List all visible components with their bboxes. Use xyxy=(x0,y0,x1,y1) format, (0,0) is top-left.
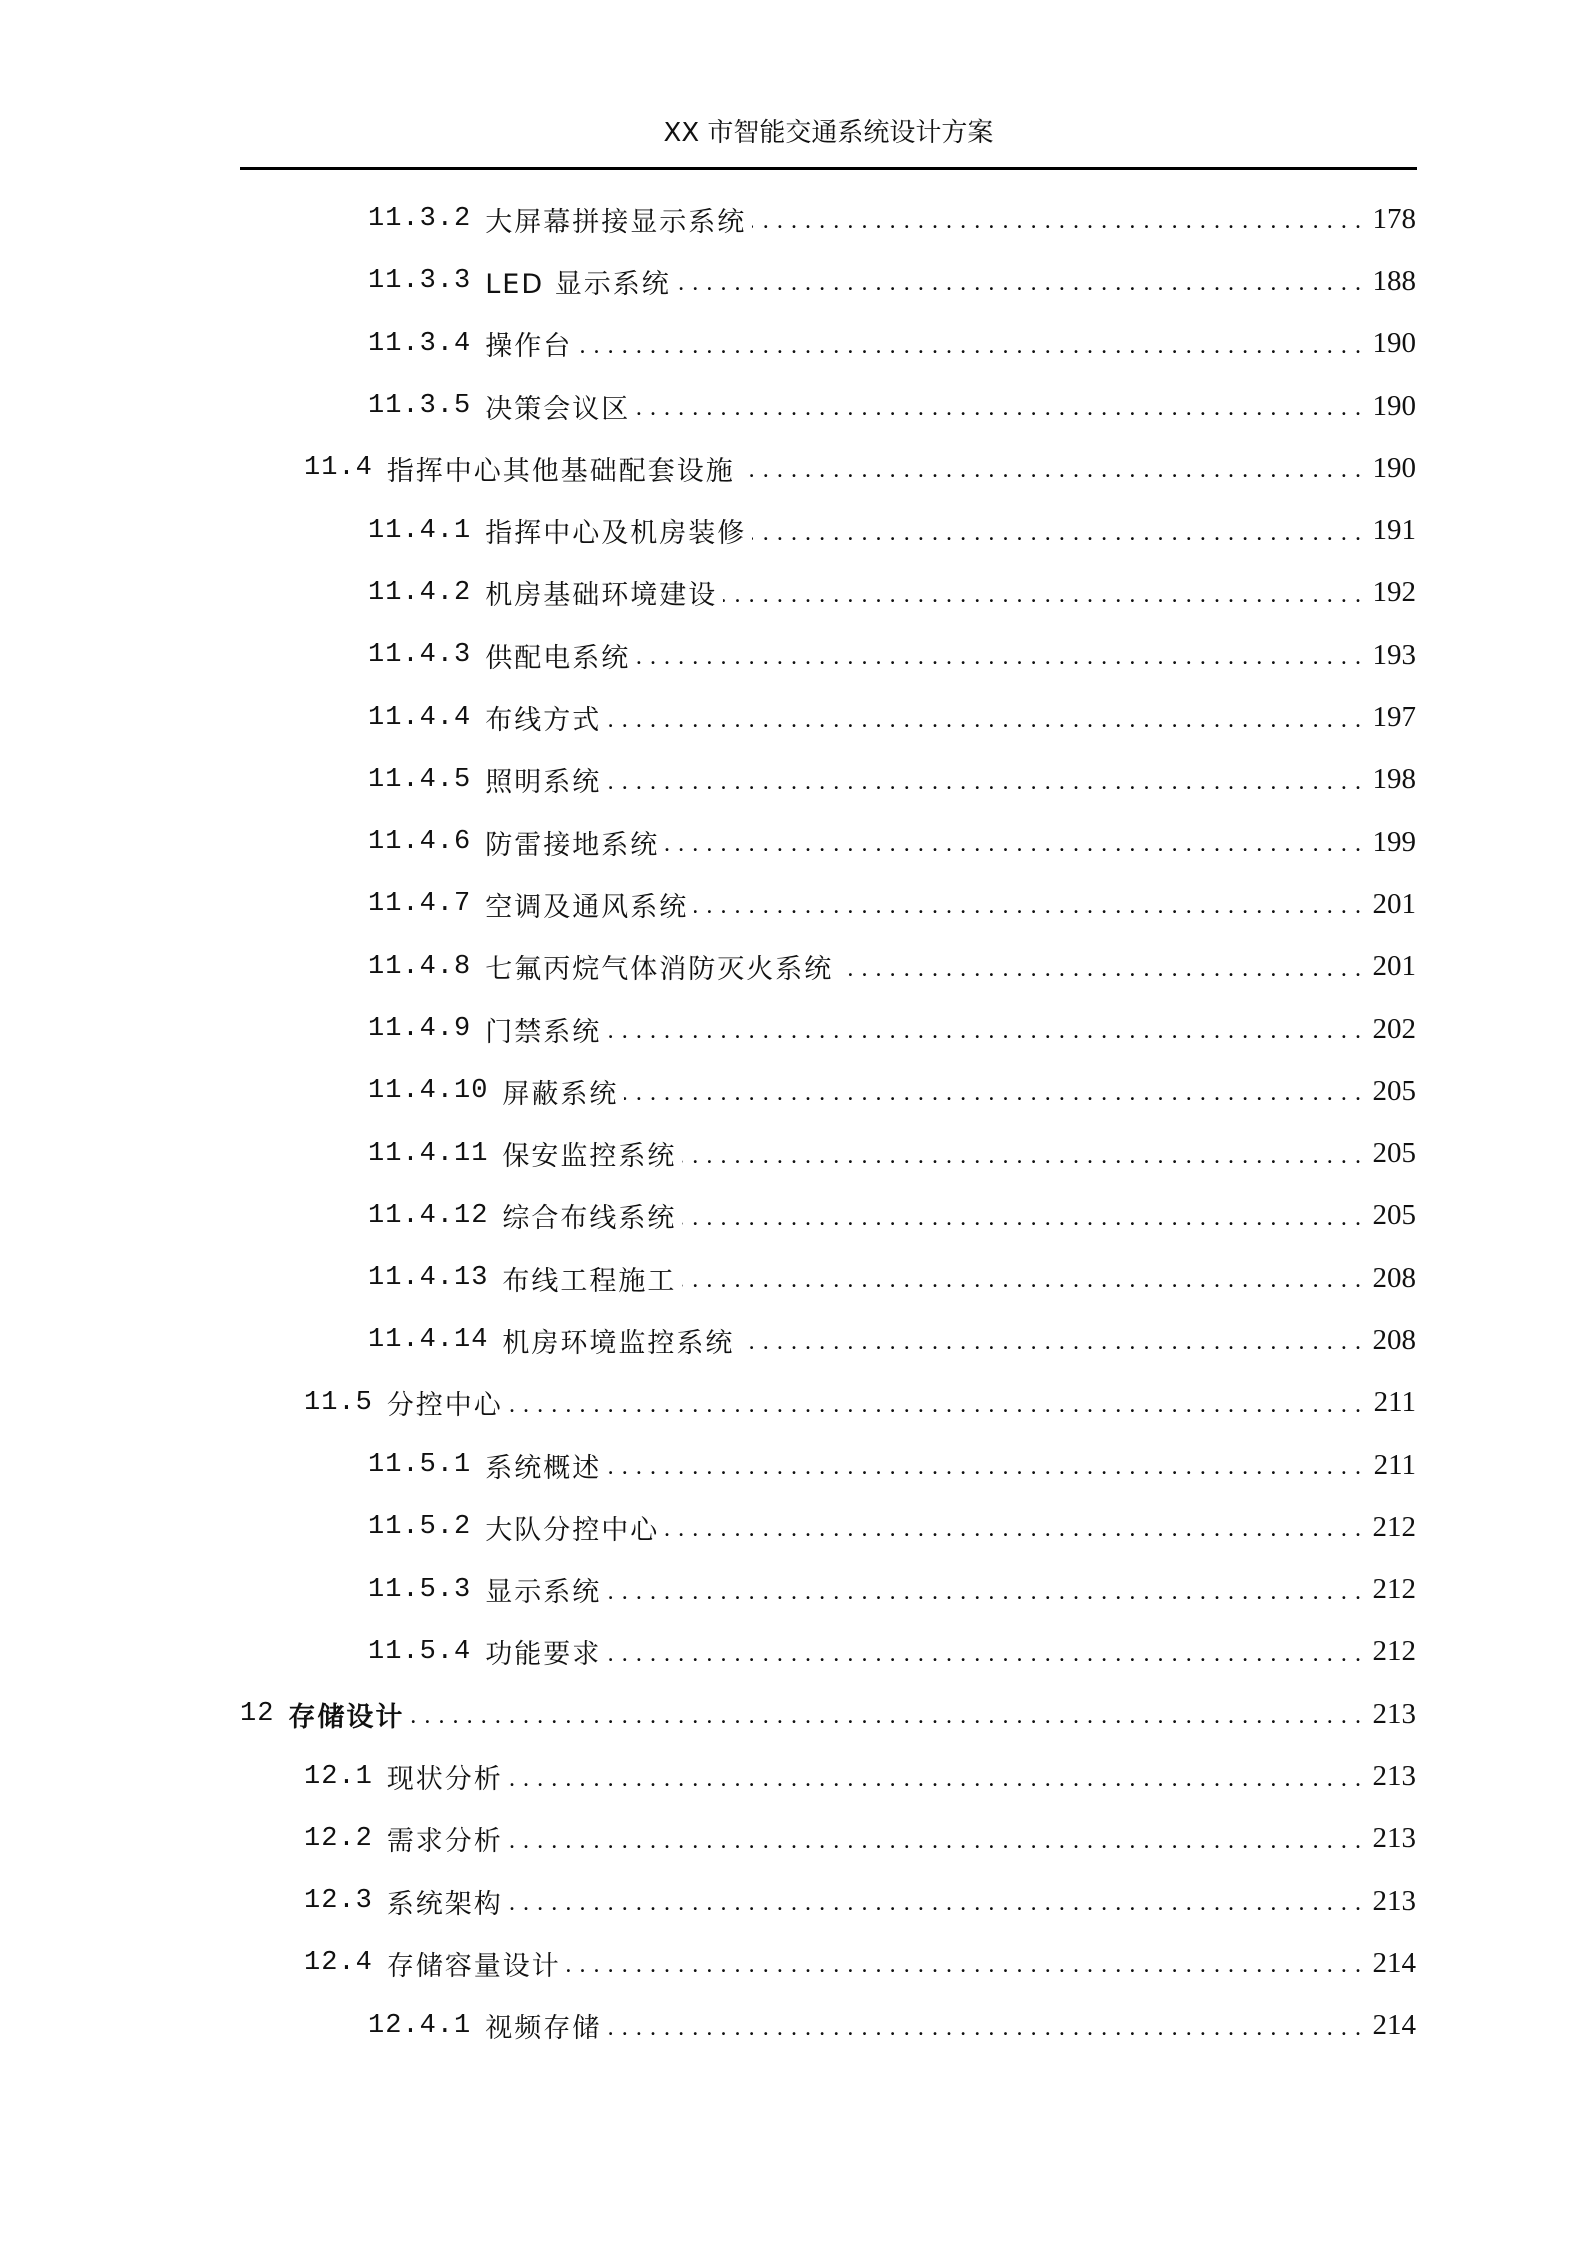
toc-entry-page: 214 xyxy=(1372,2009,1416,2042)
toc-entry-page: 208 xyxy=(1372,1323,1416,1356)
toc-entry-page: 190 xyxy=(1372,327,1416,360)
dot-leader xyxy=(410,1702,1362,1730)
toc-entry-number: 11.4.14 xyxy=(368,1325,489,1356)
toc-entry-title: 视频存储 xyxy=(485,2013,602,2045)
dot-leader xyxy=(752,519,1362,547)
dot-leader xyxy=(741,456,1362,484)
toc-entry-page: 213 xyxy=(1372,1697,1416,1730)
dot-leader xyxy=(682,1142,1362,1170)
toc-entry[interactable] xyxy=(240,686,1416,748)
toc-entry-number: 11.4.12 xyxy=(368,1200,489,1231)
toc-entry-title: 综合布线系统 xyxy=(502,1203,677,1235)
toc-entry[interactable] xyxy=(240,811,1416,873)
toc-entry[interactable] xyxy=(240,313,1416,375)
toc-entry-number: 12.4 xyxy=(304,1948,373,1979)
toc-entry[interactable] xyxy=(240,1745,1416,1807)
toc-entry-title: 屏蔽系统 xyxy=(502,1078,619,1110)
toc-entry[interactable] xyxy=(240,437,1416,499)
toc-entry[interactable] xyxy=(240,250,1416,312)
dot-leader xyxy=(682,1266,1362,1294)
toc-entry[interactable] xyxy=(240,998,1416,1060)
toc-entry-number: 11.5.2 xyxy=(368,1512,472,1543)
toc-entry-title: 照明系统 xyxy=(485,767,602,799)
toc-entry-page: 201 xyxy=(1372,950,1416,983)
toc-entry-title: 防雷接地系统 xyxy=(485,829,660,861)
dot-leader xyxy=(578,332,1362,360)
toc-entry-number: 11.4.4 xyxy=(368,702,472,733)
toc-entry-number: 11.4.7 xyxy=(368,889,472,920)
toc-entry[interactable] xyxy=(240,1309,1416,1371)
toc-entry-page: 178 xyxy=(1372,202,1416,235)
toc-entry-number: 11.3.2 xyxy=(368,204,472,235)
toc-entry-title: 操作台 xyxy=(485,331,573,363)
toc-entry[interactable] xyxy=(240,188,1416,250)
toc-entry-page: 191 xyxy=(1372,514,1416,547)
toc-entry-title: 系统架构 xyxy=(386,1888,503,1920)
toc-entry[interactable] xyxy=(240,1496,1416,1558)
toc-entry-page: 213 xyxy=(1372,1760,1416,1793)
dot-leader xyxy=(509,1889,1362,1917)
dot-leader xyxy=(723,581,1362,609)
toc-entry-number: 12.4.1 xyxy=(368,2010,472,2041)
toc-entry-number: 12 xyxy=(240,1699,275,1730)
toc-entry-title: 空调及通风系统 xyxy=(485,891,689,923)
dot-leader xyxy=(677,269,1362,297)
toc-entry-page: 213 xyxy=(1372,1822,1416,1855)
toc-entry-page: 212 xyxy=(1372,1573,1416,1606)
toc-entry-title: 分控中心 xyxy=(386,1390,503,1422)
toc-entry-number: 11.5.3 xyxy=(368,1574,472,1605)
toc-entry-title: 机房环境监控系统 xyxy=(502,1327,735,1359)
dot-leader xyxy=(665,830,1362,858)
toc-entry-page: 192 xyxy=(1372,576,1416,609)
toc-entry-page: 214 xyxy=(1372,1946,1416,1979)
toc-entry-title: 需求分析 xyxy=(386,1826,503,1858)
toc-entry-title: 系统概述 xyxy=(485,1452,602,1484)
toc-entry-number: 11.4.5 xyxy=(368,764,472,795)
toc-entry-page: 205 xyxy=(1372,1074,1416,1107)
toc-entry[interactable] xyxy=(240,1185,1416,1247)
toc-entry-number: 12.3 xyxy=(304,1886,373,1917)
toc-entry-page: 208 xyxy=(1372,1261,1416,1294)
dot-leader xyxy=(607,2014,1362,2042)
toc-entry[interactable] xyxy=(240,375,1416,437)
toc-entry-page: 213 xyxy=(1372,1884,1416,1917)
toc-entry[interactable] xyxy=(240,1372,1416,1434)
dot-leader xyxy=(567,1951,1362,1979)
toc-entry[interactable] xyxy=(240,1870,1416,1932)
dot-leader xyxy=(636,394,1362,422)
dot-leader xyxy=(682,1204,1362,1232)
toc-entry[interactable] xyxy=(240,499,1416,561)
toc-entry[interactable] xyxy=(240,624,1416,686)
dot-leader xyxy=(509,1391,1362,1419)
toc-entry-number: 11.4.9 xyxy=(368,1014,472,1044)
toc-entry[interactable] xyxy=(240,1808,1416,1870)
dot-leader xyxy=(607,706,1362,734)
toc-entry-page: 188 xyxy=(1372,264,1416,297)
toc-entry-title: 布线方式 xyxy=(485,705,602,737)
toc-entry-page: 190 xyxy=(1372,451,1416,484)
toc-entry-title: 现状分析 xyxy=(386,1764,503,1796)
toc-entry-title: 决策会议区 xyxy=(485,393,631,425)
dot-leader xyxy=(636,643,1362,671)
toc-entry[interactable] xyxy=(240,1060,1416,1122)
table-of-contents xyxy=(240,188,1416,2057)
toc-entry[interactable] xyxy=(240,1683,1416,1745)
toc-entry[interactable] xyxy=(240,1559,1416,1621)
toc-entry[interactable] xyxy=(240,1247,1416,1309)
toc-entry[interactable] xyxy=(240,1434,1416,1496)
dot-leader xyxy=(509,1827,1362,1855)
toc-entry-number: 11.3.4 xyxy=(368,328,472,359)
toc-entry-title: 机房基础环境建设 xyxy=(485,580,718,612)
toc-entry-number: 12.1 xyxy=(304,1761,373,1792)
page-header-title: XX 市智能交通系统设计方案 xyxy=(663,118,994,148)
toc-entry-page: 201 xyxy=(1372,887,1416,920)
toc-entry-title: 功能要求 xyxy=(485,1639,602,1671)
toc-entry-title: 存储设计 xyxy=(288,1701,405,1733)
toc-entry[interactable] xyxy=(240,1995,1416,2057)
dot-leader xyxy=(607,1017,1362,1045)
dot-leader xyxy=(607,1640,1362,1668)
toc-entry-number: 11.4.11 xyxy=(368,1138,489,1169)
dot-leader xyxy=(509,1765,1362,1793)
dot-leader xyxy=(607,768,1362,796)
toc-entry-title: 大屏幕拼接显示系统 xyxy=(485,206,747,238)
toc-entry[interactable] xyxy=(240,749,1416,811)
toc-entry-number: 11.3.3 xyxy=(368,266,472,297)
toc-entry-title: 指挥中心其他基础配套设施 xyxy=(386,455,735,487)
toc-entry-number: 12.2 xyxy=(304,1823,373,1854)
toc-entry[interactable] xyxy=(240,1122,1416,1184)
dot-leader xyxy=(607,1578,1362,1606)
toc-entry-title: 显示系统 xyxy=(485,1577,602,1609)
toc-entry[interactable] xyxy=(240,936,1416,998)
toc-entry-title: 布线工程施工 xyxy=(502,1265,677,1297)
toc-entry-title: 保安监控系统 xyxy=(502,1141,677,1173)
toc-entry-number: 11.4 xyxy=(304,453,373,484)
toc-entry-page: 205 xyxy=(1372,1199,1416,1232)
toc-entry[interactable] xyxy=(240,1932,1416,1994)
toc-entry-number: 11.3.5 xyxy=(368,391,472,422)
dot-leader xyxy=(740,1328,1362,1356)
toc-entry-title: 门禁系统 xyxy=(485,1016,602,1048)
toc-entry-number: 11.4.6 xyxy=(368,827,472,858)
toc-entry-number: 11.5.1 xyxy=(368,1450,472,1481)
toc-entry-page: 212 xyxy=(1372,1635,1416,1668)
toc-entry-number: 11.4.2 xyxy=(368,577,472,608)
toc-entry[interactable] xyxy=(240,562,1416,624)
toc-entry-number: 11.4.3 xyxy=(368,640,472,671)
header-rule xyxy=(240,167,1417,170)
toc-entry-number: 11.4.1 xyxy=(368,515,472,546)
dot-leader xyxy=(694,892,1362,920)
toc-entry-number: 11.4.10 xyxy=(368,1076,489,1107)
toc-entry[interactable] xyxy=(240,873,1416,935)
toc-entry-number: 11.4.8 xyxy=(368,951,472,982)
toc-entry-page: 212 xyxy=(1372,1510,1416,1543)
toc-entry-number: 11.5 xyxy=(304,1387,373,1418)
toc-entry-page: 197 xyxy=(1372,701,1416,734)
toc-entry-title: 大队分控中心 xyxy=(485,1514,660,1546)
dot-leader xyxy=(839,955,1362,983)
toc-entry-page: 193 xyxy=(1372,638,1416,671)
toc-entry-title: 指挥中心及机房装修 xyxy=(485,518,747,550)
dot-leader xyxy=(624,1079,1362,1107)
toc-entry-page: 211 xyxy=(1373,1386,1416,1419)
toc-entry-title: 七氟丙烷气体消防灭火系统 xyxy=(485,954,834,986)
toc-entry-page: 190 xyxy=(1372,389,1416,422)
toc-entry-title: 存储容量设计 xyxy=(386,1950,561,1982)
toc-entry-page: 211 xyxy=(1373,1448,1416,1481)
toc-entry[interactable] xyxy=(240,1621,1416,1683)
dot-leader xyxy=(607,1453,1362,1481)
dot-leader xyxy=(752,207,1362,235)
dot-leader xyxy=(665,1515,1362,1543)
toc-entry-number: 11.4.13 xyxy=(368,1263,489,1294)
toc-entry-number: 11.5.4 xyxy=(368,1636,472,1667)
toc-entry-title: 供配电系统 xyxy=(485,642,631,674)
toc-entry-page: 202 xyxy=(1372,1012,1416,1045)
toc-entry-page: 198 xyxy=(1372,763,1416,796)
toc-entry-page: 205 xyxy=(1372,1137,1416,1170)
toc-entry-title: LED 显示系统 xyxy=(485,268,671,300)
toc-entry-page: 199 xyxy=(1372,825,1416,858)
